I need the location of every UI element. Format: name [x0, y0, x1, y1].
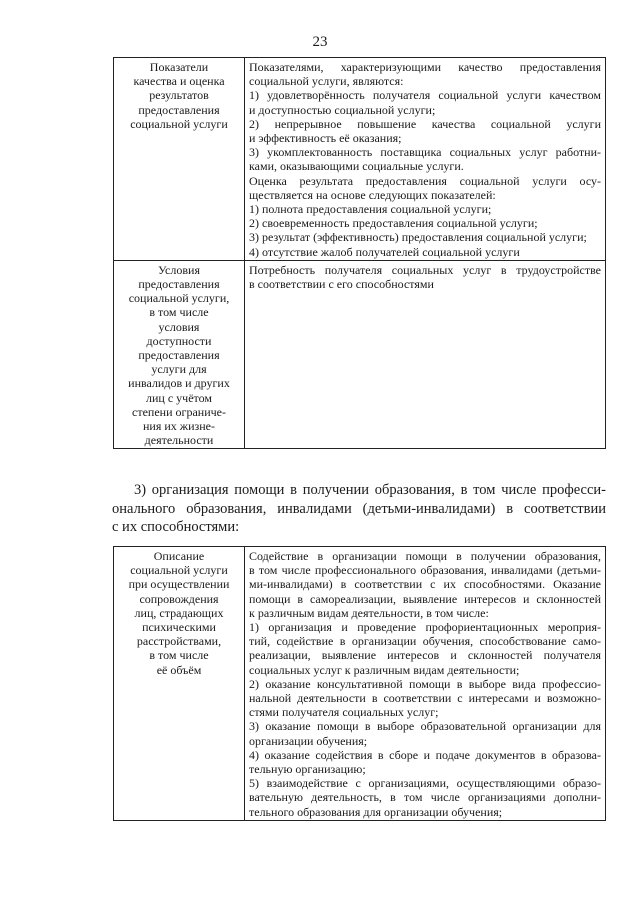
content-line: Содействие в организации помощи в получении образования, [249, 549, 601, 563]
content-line: в соответствии с его способностями [249, 277, 434, 292]
label-line: инвалидов и других [128, 376, 230, 391]
section-paragraph [112, 481, 606, 537]
label-line: результатов [149, 88, 209, 103]
label-line: психическими [142, 620, 216, 635]
label-line: степени ограниче- [132, 404, 226, 419]
table-row [114, 547, 606, 821]
content-line: 2) своевременность предоставления социальной услуги; [249, 216, 538, 231]
content-line: 3) оказание помощи в выборе образовательной организации для [249, 719, 601, 734]
table-row [114, 58, 606, 261]
content-line: помощи в самореализации, выявление интересов и склонностей [249, 591, 601, 606]
row-label-service-description [114, 547, 245, 821]
paragraph-line: 3) организация помощи в получении образования, в том числе професси- [134, 482, 606, 498]
content-line: 2) оказание консультативной помощи в выборе вида профессио- [249, 676, 601, 691]
label-line: в том числе [149, 648, 209, 663]
service-quality-table [113, 57, 606, 449]
label-line: в том числе [149, 305, 209, 320]
label-line: сопровождения [139, 591, 219, 606]
content-line: Потребность получателя социальных услуг в трудоустройстве [249, 262, 601, 277]
label-line: социальной услуги [130, 116, 228, 131]
content-line: вательную деятельность, в том числе организациями дополни- [249, 790, 601, 805]
label-line: социальной услуги [130, 563, 228, 578]
page-number: 23 [312, 34, 328, 50]
label-line: лиц, страдающих [134, 605, 224, 620]
service-description-table [113, 546, 606, 821]
content-line: ками, оказывающими социальные услуги. [249, 159, 464, 174]
label-line: предоставления [138, 277, 220, 292]
content-line: 3) результат (эффективность) предоставления социальной услуги; [249, 230, 587, 245]
label-line: её объём [156, 662, 202, 677]
content-line: социальной услуги, являются: [249, 74, 404, 89]
content-line: социальных услуг к различным видам деятельности; [249, 662, 520, 677]
content-line: тельную организацию; [249, 762, 366, 777]
content-line: и доступностью социальной услуги; [249, 102, 436, 117]
content-line: нальной деятельности в соответствии с интересами и возможно- [249, 691, 601, 706]
label-line: лиц с учётом [146, 390, 212, 405]
content-line: в том числе профессионального образования, инвалидами (детьми- [249, 563, 601, 578]
row-label-quality-indicators [114, 58, 245, 261]
row-label-conditions [114, 260, 245, 449]
label-line: Описание [153, 549, 205, 563]
label-line: предоставления [138, 102, 220, 117]
label-line: условия [158, 319, 200, 334]
paragraph-line: онального образования, инвалидами (детьми-инвалидами) в соответствии [112, 500, 606, 517]
content-line: ществляется на основе следующих показателей: [249, 187, 496, 202]
row-content-conditions [245, 260, 606, 449]
label-line: социальной услуги, [128, 291, 230, 306]
content-line: Оценка результата предоставления социальной услуги осу- [249, 173, 601, 188]
label-line: Показатели [149, 60, 209, 74]
label-line: качества и оценка [133, 74, 225, 89]
label-line: расстройствами, [136, 634, 222, 649]
label-line: Условия [158, 262, 200, 277]
content-line: 2) непрерывное повышение качества социальной услуги [249, 116, 601, 131]
content-line: реализации, выявление интересов и склонностей получателя [249, 648, 601, 663]
content-line: тельного образования для организации обучения; [249, 804, 503, 819]
content-line: ми-инвалидами) в соответствии с их способностями. Оказание [249, 577, 601, 592]
content-line: организации обучения; [249, 733, 368, 748]
content-line: Показателями, характеризующими качество предоставления [249, 60, 601, 74]
label-line: предоставления [138, 348, 220, 363]
table-row [114, 260, 606, 449]
content-line: 1) организация и проведение профориентационных мероприя- [249, 620, 601, 635]
content-line: к различным видам деятельности, в том числе: [249, 605, 489, 620]
label-line: ния их жизне- [143, 419, 215, 434]
content-line: 4) оказание содействия в сборе и подаче документов в образова- [249, 747, 601, 762]
label-line: услуги для [151, 362, 207, 377]
content-line: и эффективность её оказания; [249, 131, 402, 146]
content-line: тий, содействие в организации обучения, способствование само- [249, 634, 601, 649]
label-line: доступности [146, 333, 212, 348]
content-line: 1) удовлетворённость получателя социальной услуги качеством [249, 88, 601, 103]
content-line: 5) взаимодействие с организациями, осуществляющими образо- [249, 776, 601, 791]
content-line: 4) отсутствие жалоб получателей социальной услуги [249, 244, 520, 259]
content-line: стями получателя социальных услуг; [249, 705, 439, 720]
label-line: при осуществлении [128, 577, 230, 592]
content-line: 1) полнота предоставления социальной услуги; [249, 202, 492, 217]
row-content-service-description [245, 547, 606, 821]
label-line: деятельности [144, 433, 214, 448]
paragraph-line: с их способностями: [112, 519, 240, 535]
content-line: 3) укомплектованность поставщика социальных услуг работни- [249, 145, 601, 160]
row-content-quality-indicators [245, 58, 606, 261]
